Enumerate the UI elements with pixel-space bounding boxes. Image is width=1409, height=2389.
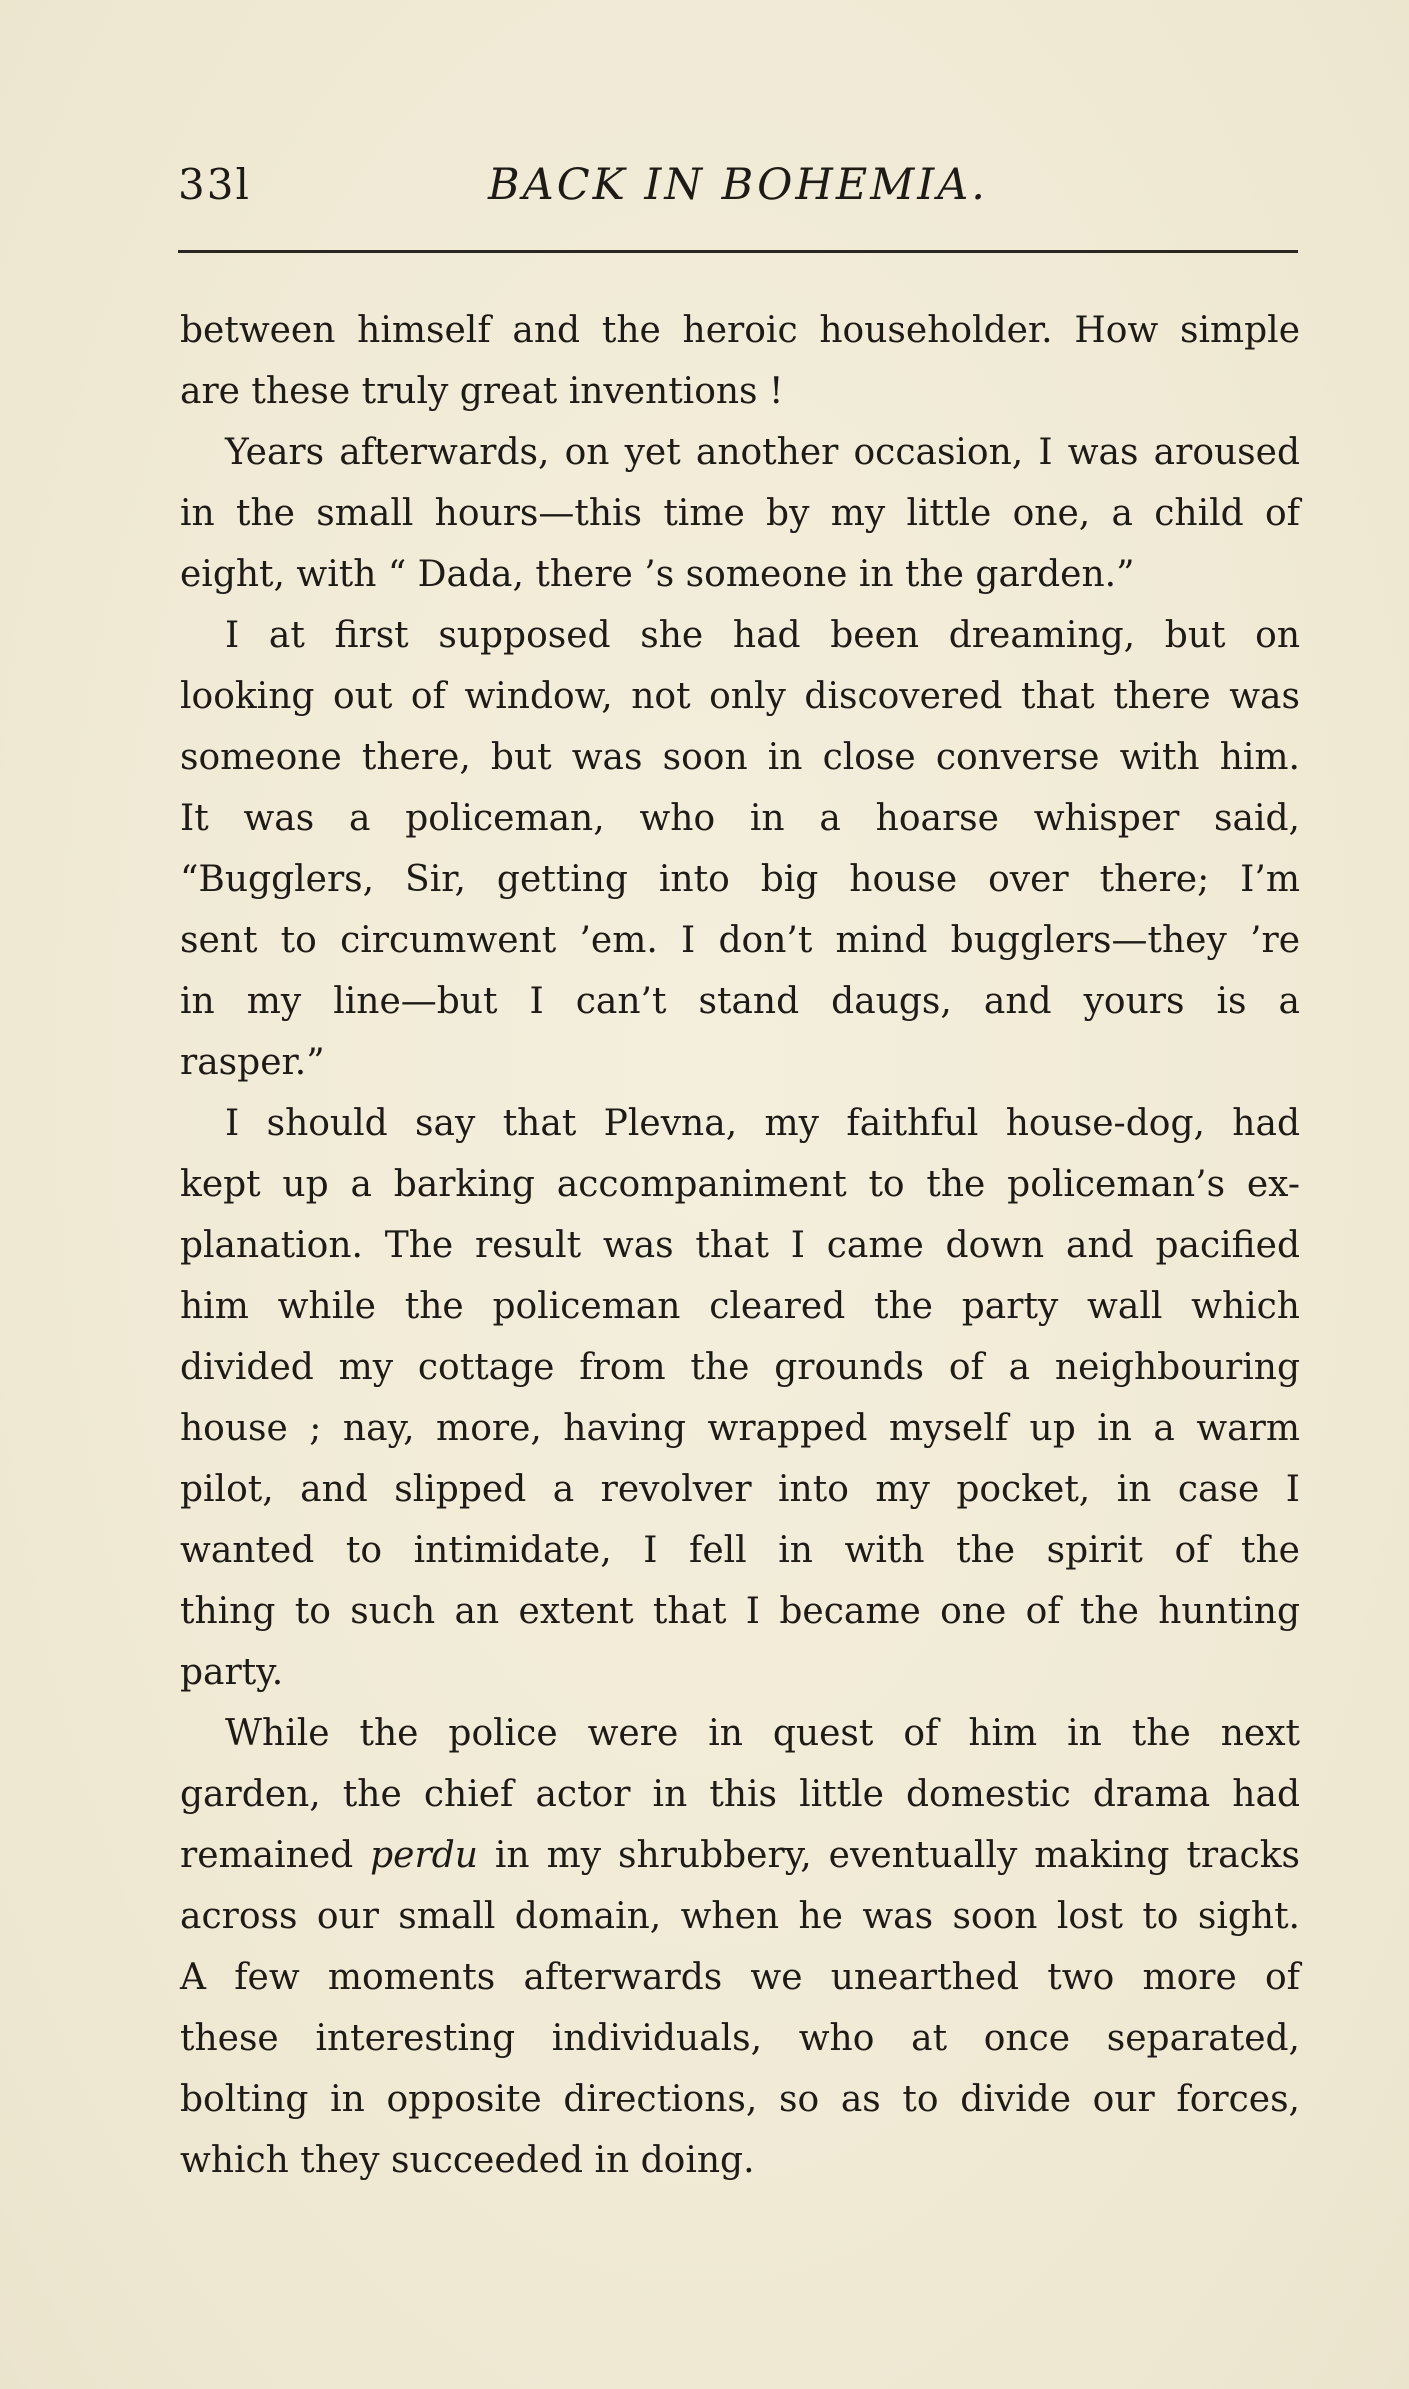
text-line xyxy=(180,1825,1300,1886)
text-line: A few moments afterwards we unearthed two more of xyxy=(180,1957,1300,1998)
body-text xyxy=(180,300,1300,2191)
text-line: these interesting individuals, who at once separated, xyxy=(180,2018,1300,2059)
text-line: party. xyxy=(180,1652,284,1693)
text-line: Years afterwards, on yet another occasion, I was aroused xyxy=(225,432,1300,473)
text-line: While the police were in quest of him in the next xyxy=(225,1713,1300,1754)
text-line: house ; nay, more, having wrapped myself up in a warm xyxy=(180,1408,1300,1449)
text-line: rasper.” xyxy=(180,1042,325,1083)
text-line: “Bugglers, Sir, getting into big house over there; I’m xyxy=(180,859,1300,900)
text-line: sent to circumwent ’em. I don’t mind bugglers—they ’re xyxy=(180,920,1300,961)
text-line: It was a policeman, who in a hoarse whisper said, xyxy=(180,798,1300,839)
text-line: across our small domain, when he was soon lost to sight. xyxy=(180,1896,1300,1937)
text-line: eight, with “ Dada, there ’s someone in the garden.” xyxy=(180,554,1135,595)
text-line: someone there, but was soon in close converse with him. xyxy=(180,737,1300,778)
text-segment: remained xyxy=(180,1835,371,1876)
running-title: BACK IN BOHEMIA. xyxy=(488,160,988,210)
text-line: are these truly great inventions ! xyxy=(180,371,784,412)
text-line: in my line—but I can’t stand daugs, and yours is a xyxy=(180,981,1300,1022)
text-line: I at first supposed she had been dreaming, but on xyxy=(225,615,1300,656)
page-number: 33l xyxy=(178,160,251,209)
text-line: between himself and the heroic householder. How simple xyxy=(180,310,1300,351)
text-segment: in my shrubbery, eventually making tracks xyxy=(477,1835,1300,1876)
text-line: bolting in opposite directions, so as to divide our forces, xyxy=(180,2079,1300,2120)
text-line: in the small hours—this time by my little one, a child of xyxy=(180,493,1300,534)
text-line: wanted to intimidate, I fell in with the spirit of the xyxy=(180,1530,1300,1571)
text-line: planation. The result was that I came down and pacified xyxy=(180,1225,1300,1266)
text-line: which they succeeded in doing. xyxy=(180,2140,755,2181)
text-line: divided my cottage from the grounds of a neighbouring xyxy=(180,1347,1300,1388)
header-rule xyxy=(178,250,1298,253)
text-line: I should say that Plevna, my faithful house-dog, had xyxy=(225,1103,1300,1144)
text-line: thing to such an extent that I became one of the hunting xyxy=(180,1591,1300,1632)
text-line: kept up a barking accompaniment to the policeman’s ex- xyxy=(180,1164,1300,1205)
page-header xyxy=(178,160,1298,220)
text-line: him while the policeman cleared the party wall which xyxy=(180,1286,1300,1327)
text-line: garden, the chief actor in this little domestic drama had xyxy=(180,1774,1300,1815)
text-line: pilot, and slipped a revolver into my pocket, in case I xyxy=(180,1469,1300,1510)
italic-word: perdu xyxy=(370,1835,478,1876)
text-line: looking out of window, not only discovered that there was xyxy=(180,676,1300,717)
